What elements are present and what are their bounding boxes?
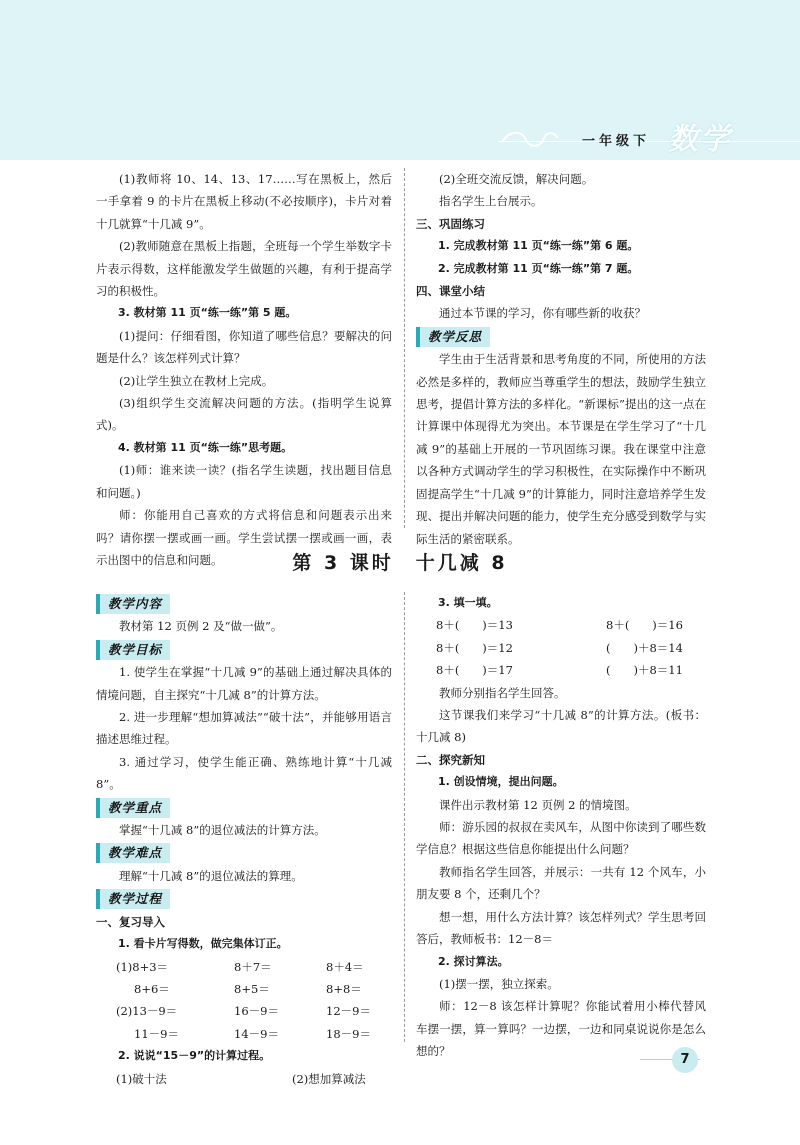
paragraph: 掌握“十几减 8”的退位减法的计算方法。: [119, 823, 326, 838]
header-grade: 一年级下: [581, 134, 650, 149]
teaching-content-tag: 教学内容: [96, 594, 170, 614]
lesson-title: 第 3 课时 十几减 8: [292, 552, 508, 574]
goal-item: 1. 使学生在掌握“十几减 9”的基础上通过解决具体的情境问题，自主探究“十几减 8”的计算方法。: [96, 665, 392, 702]
difficult-points-tag: 教学难点: [96, 843, 170, 863]
equation: 12－9＝: [326, 1004, 371, 1019]
upper-left-column: [96, 168, 392, 571]
equation: 11－9＝: [134, 1026, 179, 1041]
equation: 8＋4＝: [326, 959, 364, 974]
paragraph: 师：你能用自己喜欢的方式将信息和问题表示出来吗？请你摆一摆或画一画。学生尝试摆一摆或画一画，表示出图中的信息和问题。: [96, 508, 392, 567]
lower-right-column: [416, 592, 706, 1063]
fill-blank: ( )＋8＝11: [606, 663, 683, 678]
paragraph: (1)师：谁来读一读？(指名学生读题，找出题目信息和问题。): [96, 463, 392, 500]
swirl-decoration-icon: [500, 126, 560, 152]
section-heading: 二、探究新知: [416, 752, 485, 767]
paragraph: (2)教师随意在黑板上指题，全班每一个学生举数字卡片表示得数，这样能激发学生做题的兴趣，有利于提高学习的积极性。: [96, 239, 392, 299]
fill-blank: ( )＋8＝14: [606, 640, 683, 655]
equation: 8+8＝: [326, 981, 362, 996]
fill-blank: 8＋( )＝12: [436, 640, 513, 655]
paragraph: 教师指名学生回答，并展示：一共有 12 个风车，小朋友要 8 个，还剩几个？: [416, 864, 706, 902]
section-heading: 一、复习导入: [96, 914, 165, 929]
paragraph: (1)教师将 10、14、13、17……写在黑板上，然后一手拿着 9 的卡片在黑板上移动(不必按顺序)，卡片对着十几就算“十几减 9”。: [96, 172, 392, 231]
fill-blank: 8＋( )＝17: [436, 663, 513, 678]
column-divider: [404, 592, 405, 1042]
paragraph: 理解“十几减 8”的退位减法的算理。: [119, 868, 303, 883]
reflection-tag: 教学反思: [416, 327, 490, 347]
equation: (1)8+3＝: [116, 959, 169, 974]
column-divider: [404, 168, 405, 528]
section-heading: 四、课堂小结: [416, 284, 485, 299]
equation: 14－9＝: [234, 1026, 279, 1041]
method-row: [96, 1068, 392, 1090]
page-number: 7: [672, 1047, 698, 1073]
method-label: (1)破十法: [116, 1071, 167, 1086]
lower-left-column: [96, 592, 392, 1090]
equation: 16－9＝: [234, 1004, 279, 1019]
goal-item: 3. 通过学习，使学生能正确、熟练地计算“十几减 8”。: [96, 754, 392, 792]
paragraph: (2)全班交流反馈，解决问题。: [439, 172, 594, 186]
equation: 8＋7＝: [234, 959, 272, 974]
fill-blank-row: [416, 614, 706, 636]
upper-right-column: [416, 168, 706, 550]
section-heading: 三、巩固练习: [416, 216, 485, 231]
equation: 8+5＝: [234, 981, 270, 996]
paragraph: 师：游乐园的叔叔在卖风车，从图中你读到了哪些数学信息？根据这些信息你能提出什么问题？: [416, 820, 706, 857]
exercise-item: 2. 完成教材第 11 页“练一练”第 7 题。: [438, 261, 639, 275]
equation-row: [96, 1000, 392, 1022]
method-label: (2)想加算减法: [292, 1071, 366, 1086]
exercise-item: 2. 探讨算法。: [438, 954, 509, 968]
reflection-paragraph: 学生由于生活背景和思考角度的不同，所使用的方法必然是多样的，教师应当尊重学生的想法，鼓励学生独立思考，提倡计算方法的多样化。“新课标”提出的这一点在计算课中体现得尤为突出。本节课是在学生学习了“十几减 9”的基础上开展的一节巩固练习课。我在课堂中注意以各种方式调动学生的学习积极性，在实际操作中不断巩固提高学生“十几减 9”的计算能力，同时注意培养学生发现、提出并解决问题的能力，使学生充分感受到数学与实际生活的紧密联系。: [416, 352, 706, 546]
exercise-item: 3. 填一填。: [438, 596, 498, 609]
key-points-tag: 教学重点: [96, 798, 170, 818]
paragraph: (2)让学生独立在教材上完成。: [119, 373, 274, 388]
equation: 18－9＝: [326, 1026, 371, 1041]
goal-item: 2. 进一步理解“想加算减法”“破十法”，并能够用语言描述思维过程。: [96, 710, 392, 747]
fill-blank-row: [416, 637, 706, 659]
fill-blank-row: [416, 659, 706, 681]
paragraph: 教材第 12 页例 2 及“做一做”。: [119, 619, 283, 634]
exercise-heading: 3. 教材第 11 页“练一练”第 5 题。: [118, 306, 297, 320]
paragraph: 这节课我们来学习“十几减 8”的计算方法。(板书：十几减 8): [416, 708, 706, 745]
exercise-item: 2. 说说“15－9”的计算过程。: [118, 1049, 271, 1063]
paragraph: 课件出示教材第 12 页例 2 的情境图。: [439, 797, 637, 812]
equation-row: [96, 1023, 392, 1045]
paragraph: (1)摆一摆，独立探索。: [439, 976, 559, 991]
exercise-item: 1. 创设情境，提出问题。: [438, 775, 564, 789]
paragraph: 指名学生上台展示。: [439, 194, 543, 209]
exercise-heading: 4. 教材第 11 页“练一练”思考题。: [118, 440, 293, 454]
header-subject: 数学: [668, 122, 732, 157]
teaching-process-tag: 教学过程: [96, 889, 170, 909]
paragraph: 想一想，用什么方法计算？该怎样列式？学生思考回答后，教师板书：12－8＝: [416, 909, 706, 947]
paragraph: 教师分别指名学生回答。: [439, 685, 566, 700]
paragraph: 通过本节课的学习，你有哪些新的收获？: [439, 306, 646, 321]
teaching-goals-tag: 教学目标: [96, 640, 170, 660]
exercise-item: 1. 看卡片写得数，做完集体订正。: [118, 937, 288, 951]
equation: (2)13－9＝: [116, 1004, 178, 1019]
equation-row: [96, 956, 392, 978]
exercise-item: 1. 完成教材第 11 页“练一练”第 6 题。: [438, 239, 639, 253]
fill-blank: 8＋( )＝13: [436, 618, 513, 633]
paragraph: (3)组织学生交流解决问题的方法。(指明学生说算式)。: [96, 396, 392, 433]
equation: 8+6＝: [134, 981, 170, 996]
equation-row: [96, 978, 392, 1000]
paragraph: 师：12－8 该怎样计算呢？你能试着用小棒代替风车摆一摆，算一算吗？一边摆，一边和同桌说说你是怎么想的？: [416, 999, 706, 1059]
fill-blank: 8＋( )＝16: [606, 618, 683, 633]
paragraph: (1)提问：仔细看图，你知道了哪些信息？要解决的问题是什么？该怎样列式计算？: [96, 328, 392, 366]
